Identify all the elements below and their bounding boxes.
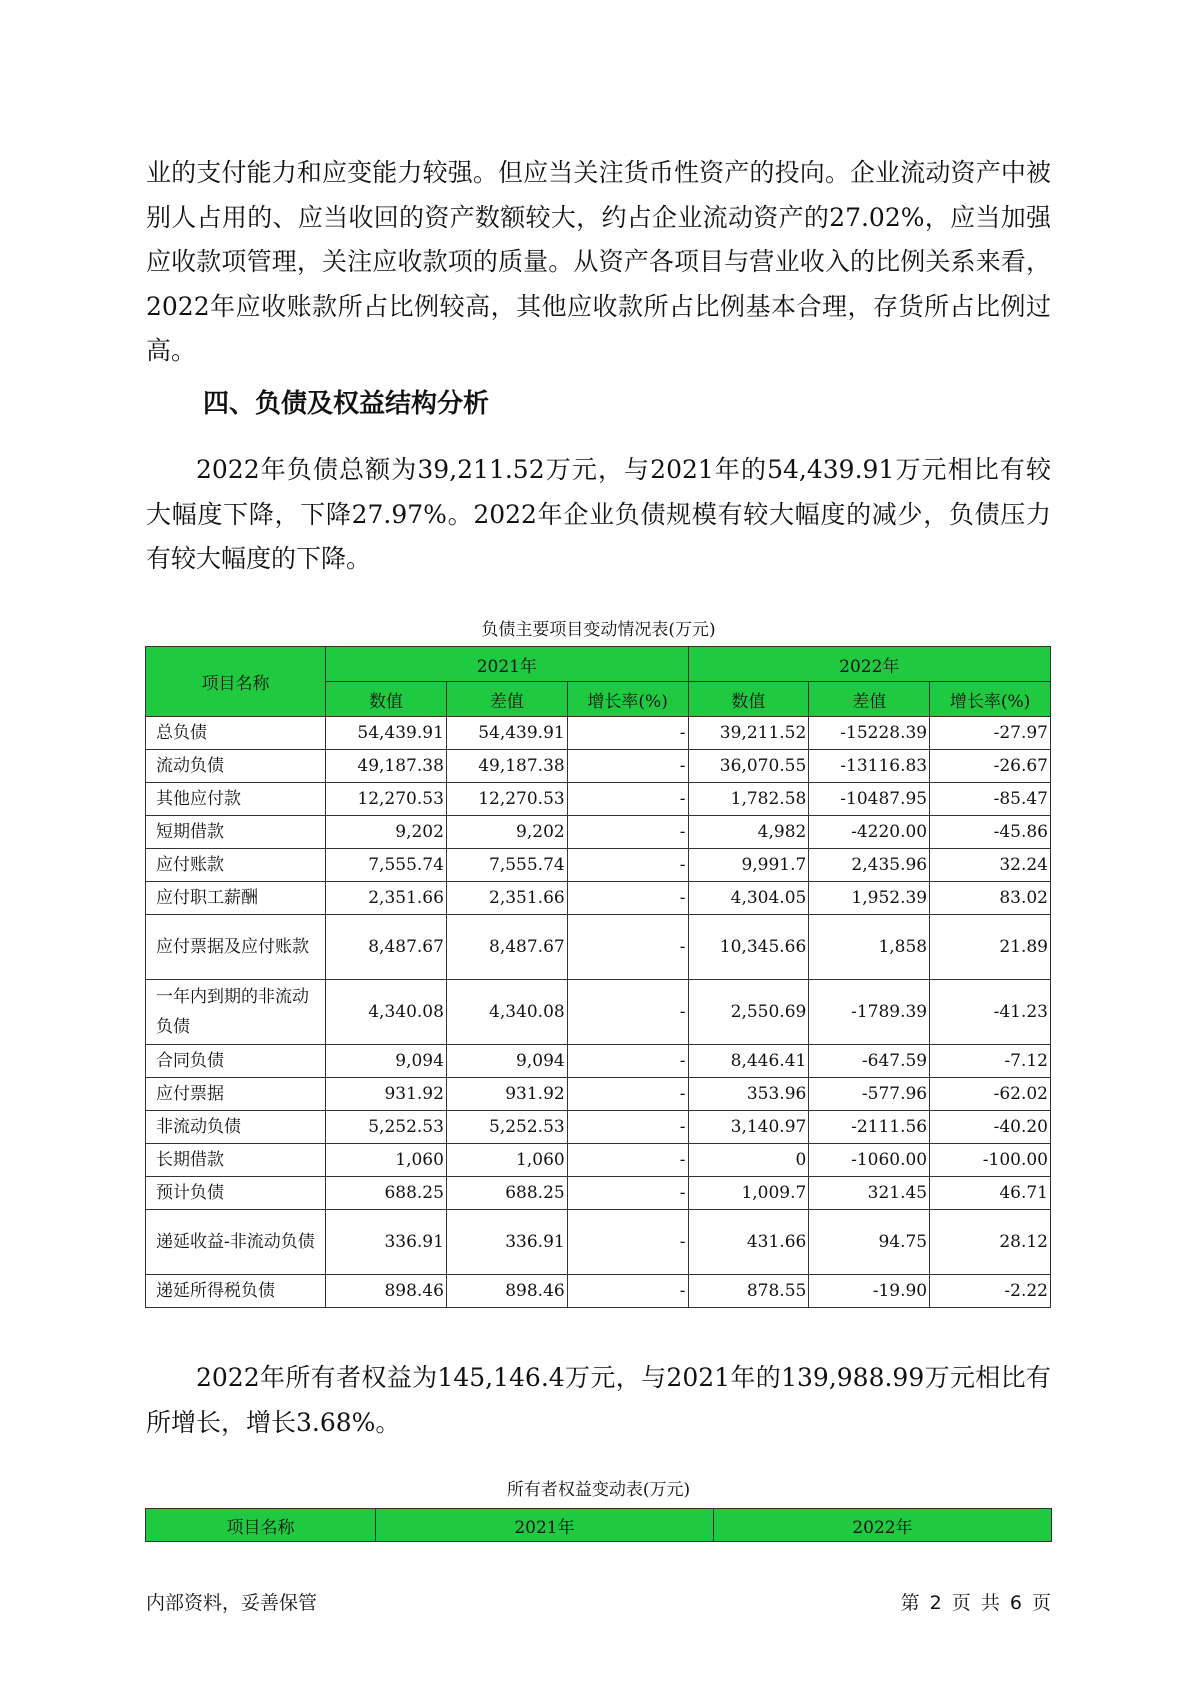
row-value-cell: - — [567, 1210, 688, 1275]
row-value-cell: 9,094 — [446, 1045, 567, 1078]
header-item-name: 项目名称 — [146, 647, 326, 717]
row-value-cell: 10,345.66 — [688, 915, 809, 980]
equity-header-year-2021: 2021年 — [376, 1509, 714, 1542]
row-value-cell: 46.71 — [930, 1177, 1051, 1210]
row-value-cell: 12,270.53 — [446, 783, 567, 816]
table1-caption: 负债主要项目变动情况表(万元) — [481, 620, 716, 640]
table-row — [146, 717, 1051, 750]
row-value-cell: - — [567, 1275, 688, 1308]
row-value-cell: 3,140.97 — [688, 1111, 809, 1144]
row-item-name: 应付职工薪酬 — [146, 882, 326, 915]
row-value-cell: 336.91 — [326, 1210, 447, 1275]
row-value-cell: -2.22 — [930, 1275, 1051, 1308]
row-value-cell: 36,070.55 — [688, 750, 809, 783]
row-value-cell: - — [567, 1078, 688, 1111]
row-value-cell: 9,202 — [326, 816, 447, 849]
row-value-cell: - — [567, 1177, 688, 1210]
row-item-name: 长期借款 — [146, 1144, 326, 1177]
table-row — [146, 783, 1051, 816]
row-item-name: 预计负债 — [146, 1177, 326, 1210]
header-value-2022: 数值 — [688, 682, 809, 717]
row-value-cell: 898.46 — [326, 1275, 447, 1308]
row-value-cell: 1,782.58 — [688, 783, 809, 816]
row-value-cell: 878.55 — [688, 1275, 809, 1308]
row-value-cell: 7,555.74 — [326, 849, 447, 882]
row-value-cell: 4,982 — [688, 816, 809, 849]
row-value-cell: 4,340.08 — [446, 980, 567, 1045]
row-value-cell: 49,187.38 — [446, 750, 567, 783]
table-row — [146, 750, 1051, 783]
row-value-cell: -1789.39 — [809, 980, 930, 1045]
header-year-2022: 2022年 — [688, 647, 1050, 682]
row-item-name: 递延所得税负债 — [146, 1275, 326, 1308]
row-value-cell: 8,487.67 — [446, 915, 567, 980]
header-growth-2022: 增长率(%) — [930, 682, 1051, 717]
row-value-cell: 94.75 — [809, 1210, 930, 1275]
row-item-name: 一年内到期的非流动负债 — [146, 980, 326, 1045]
row-value-cell: 321.45 — [809, 1177, 930, 1210]
table-row — [146, 1045, 1051, 1078]
row-value-cell: 2,351.66 — [446, 882, 567, 915]
row-item-name: 总负债 — [146, 717, 326, 750]
row-value-cell: 898.46 — [446, 1275, 567, 1308]
row-value-cell: 54,439.91 — [446, 717, 567, 750]
section-heading: 四、负债及权益结构分析 — [203, 389, 490, 419]
row-value-cell: 49,187.38 — [326, 750, 447, 783]
row-value-cell: 1,009.7 — [688, 1177, 809, 1210]
row-value-cell: 7,555.74 — [446, 849, 567, 882]
table-row — [146, 1177, 1051, 1210]
row-value-cell: 9,991.7 — [688, 849, 809, 882]
row-item-name: 其他应付款 — [146, 783, 326, 816]
table-row — [146, 882, 1051, 915]
row-value-cell: 8,446.41 — [688, 1045, 809, 1078]
table-row — [146, 980, 1051, 1045]
row-value-cell: -19.90 — [809, 1275, 930, 1308]
row-value-cell: 28.12 — [930, 1210, 1051, 1275]
row-value-cell: 5,252.53 — [326, 1111, 447, 1144]
row-value-cell: 1,060 — [446, 1144, 567, 1177]
table-row — [146, 915, 1051, 980]
row-value-cell: 336.91 — [446, 1210, 567, 1275]
header-value-2021: 数值 — [326, 682, 447, 717]
row-value-cell: 21.89 — [930, 915, 1051, 980]
row-value-cell: 1,858 — [809, 915, 930, 980]
row-value-cell: 4,304.05 — [688, 882, 809, 915]
row-value-cell: -40.20 — [930, 1111, 1051, 1144]
row-value-cell: -85.47 — [930, 783, 1051, 816]
table-row — [146, 1275, 1051, 1308]
row-value-cell: 2,550.69 — [688, 980, 809, 1045]
row-item-name: 流动负债 — [146, 750, 326, 783]
table2-caption: 所有者权益变动表(万元) — [506, 1480, 691, 1500]
equity-header-item-name: 项目名称 — [146, 1509, 376, 1542]
row-value-cell: -13116.83 — [809, 750, 930, 783]
paragraph-1: 业的支付能力和应变能力较强。但应当关注货币性资产的投向。企业流动资产中被别人占用的、应当收回的资产数额较大，约占企业流动资产的27.02%，应当加强应收款项管理，关注应收款项的质量。从资产各项目与营业收入的比例关系来看，2022年应收账款所占比例较高，其他应收款所占比例基本合理，存货所占比例过高。 — [146, 158, 1051, 365]
table-row — [146, 849, 1051, 882]
row-value-cell: 9,094 — [326, 1045, 447, 1078]
row-value-cell: 1,060 — [326, 1144, 447, 1177]
row-value-cell: - — [567, 816, 688, 849]
row-item-name: 递延收益-非流动负债 — [146, 1210, 326, 1275]
table-row — [146, 1078, 1051, 1111]
row-value-cell: - — [567, 1144, 688, 1177]
row-value-cell: -45.86 — [930, 816, 1051, 849]
row-value-cell: 931.92 — [326, 1078, 447, 1111]
footer-confidential: 内部资料，妥善保管 — [146, 1592, 318, 1614]
row-item-name: 合同负债 — [146, 1045, 326, 1078]
row-value-cell: 431.66 — [688, 1210, 809, 1275]
row-value-cell: 353.96 — [688, 1078, 809, 1111]
row-value-cell: 9,202 — [446, 816, 567, 849]
row-value-cell: 5,252.53 — [446, 1111, 567, 1144]
row-value-cell: - — [567, 1111, 688, 1144]
row-value-cell: -27.97 — [930, 717, 1051, 750]
equity-header-year-2022: 2022年 — [714, 1509, 1052, 1542]
table-row — [146, 1144, 1051, 1177]
header-growth-2021: 增长率(%) — [567, 682, 688, 717]
row-value-cell: - — [567, 1045, 688, 1078]
row-item-name: 应付票据及应付账款 — [146, 915, 326, 980]
row-value-cell: -62.02 — [930, 1078, 1051, 1111]
equity-table — [145, 1508, 1052, 1542]
row-value-cell: -10487.95 — [809, 783, 930, 816]
row-value-cell: - — [567, 849, 688, 882]
row-value-cell: 2,351.66 — [326, 882, 447, 915]
row-value-cell: -647.59 — [809, 1045, 930, 1078]
row-value-cell: - — [567, 750, 688, 783]
row-item-name: 短期借款 — [146, 816, 326, 849]
row-value-cell: -7.12 — [930, 1045, 1051, 1078]
row-value-cell: 1,952.39 — [809, 882, 930, 915]
row-value-cell: 2,435.96 — [809, 849, 930, 882]
row-value-cell: 0 — [688, 1144, 809, 1177]
row-value-cell: 688.25 — [326, 1177, 447, 1210]
header-diff-2021: 差值 — [446, 682, 567, 717]
row-value-cell: -4220.00 — [809, 816, 930, 849]
row-value-cell: - — [567, 980, 688, 1045]
row-value-cell: 32.24 — [930, 849, 1051, 882]
row-value-cell: 12,270.53 — [326, 783, 447, 816]
row-value-cell: -15228.39 — [809, 717, 930, 750]
row-item-name: 应付票据 — [146, 1078, 326, 1111]
row-value-cell: 83.02 — [930, 882, 1051, 915]
row-item-name: 应付账款 — [146, 849, 326, 882]
table-row — [146, 1210, 1051, 1275]
header-year-2021: 2021年 — [326, 647, 688, 682]
row-value-cell: - — [567, 717, 688, 750]
row-value-cell: 54,439.91 — [326, 717, 447, 750]
row-value-cell: -577.96 — [809, 1078, 930, 1111]
paragraph-3: 2022年所有者权益为145,146.4万元，与2021年的139,988.99万元相比有所增长，增长3.68%。 — [146, 1363, 1051, 1437]
row-value-cell: - — [567, 783, 688, 816]
row-value-cell: - — [567, 882, 688, 915]
row-value-cell: -26.67 — [930, 750, 1051, 783]
footer-page-number: 第 2 页 共 6 页 — [900, 1592, 1051, 1614]
liabilities-table — [145, 646, 1051, 1308]
table-row — [146, 1111, 1051, 1144]
row-value-cell: 39,211.52 — [688, 717, 809, 750]
row-value-cell: -100.00 — [930, 1144, 1051, 1177]
row-value-cell: 8,487.67 — [326, 915, 447, 980]
row-value-cell: -41.23 — [930, 980, 1051, 1045]
row-item-name: 非流动负债 — [146, 1111, 326, 1144]
row-value-cell: 931.92 — [446, 1078, 567, 1111]
row-value-cell: - — [567, 915, 688, 980]
row-value-cell: 4,340.08 — [326, 980, 447, 1045]
paragraph-2: 2022年负债总额为39,211.52万元，与2021年的54,439.91万元相比有较大幅度下降，下降27.97%。2022年企业负债规模有较大幅度的减少，负债压力有较大幅度的下降。 — [146, 455, 1051, 573]
row-value-cell: -2111.56 — [809, 1111, 930, 1144]
header-diff-2022: 差值 — [809, 682, 930, 717]
table-row — [146, 816, 1051, 849]
row-value-cell: -1060.00 — [809, 1144, 930, 1177]
row-value-cell: 688.25 — [446, 1177, 567, 1210]
